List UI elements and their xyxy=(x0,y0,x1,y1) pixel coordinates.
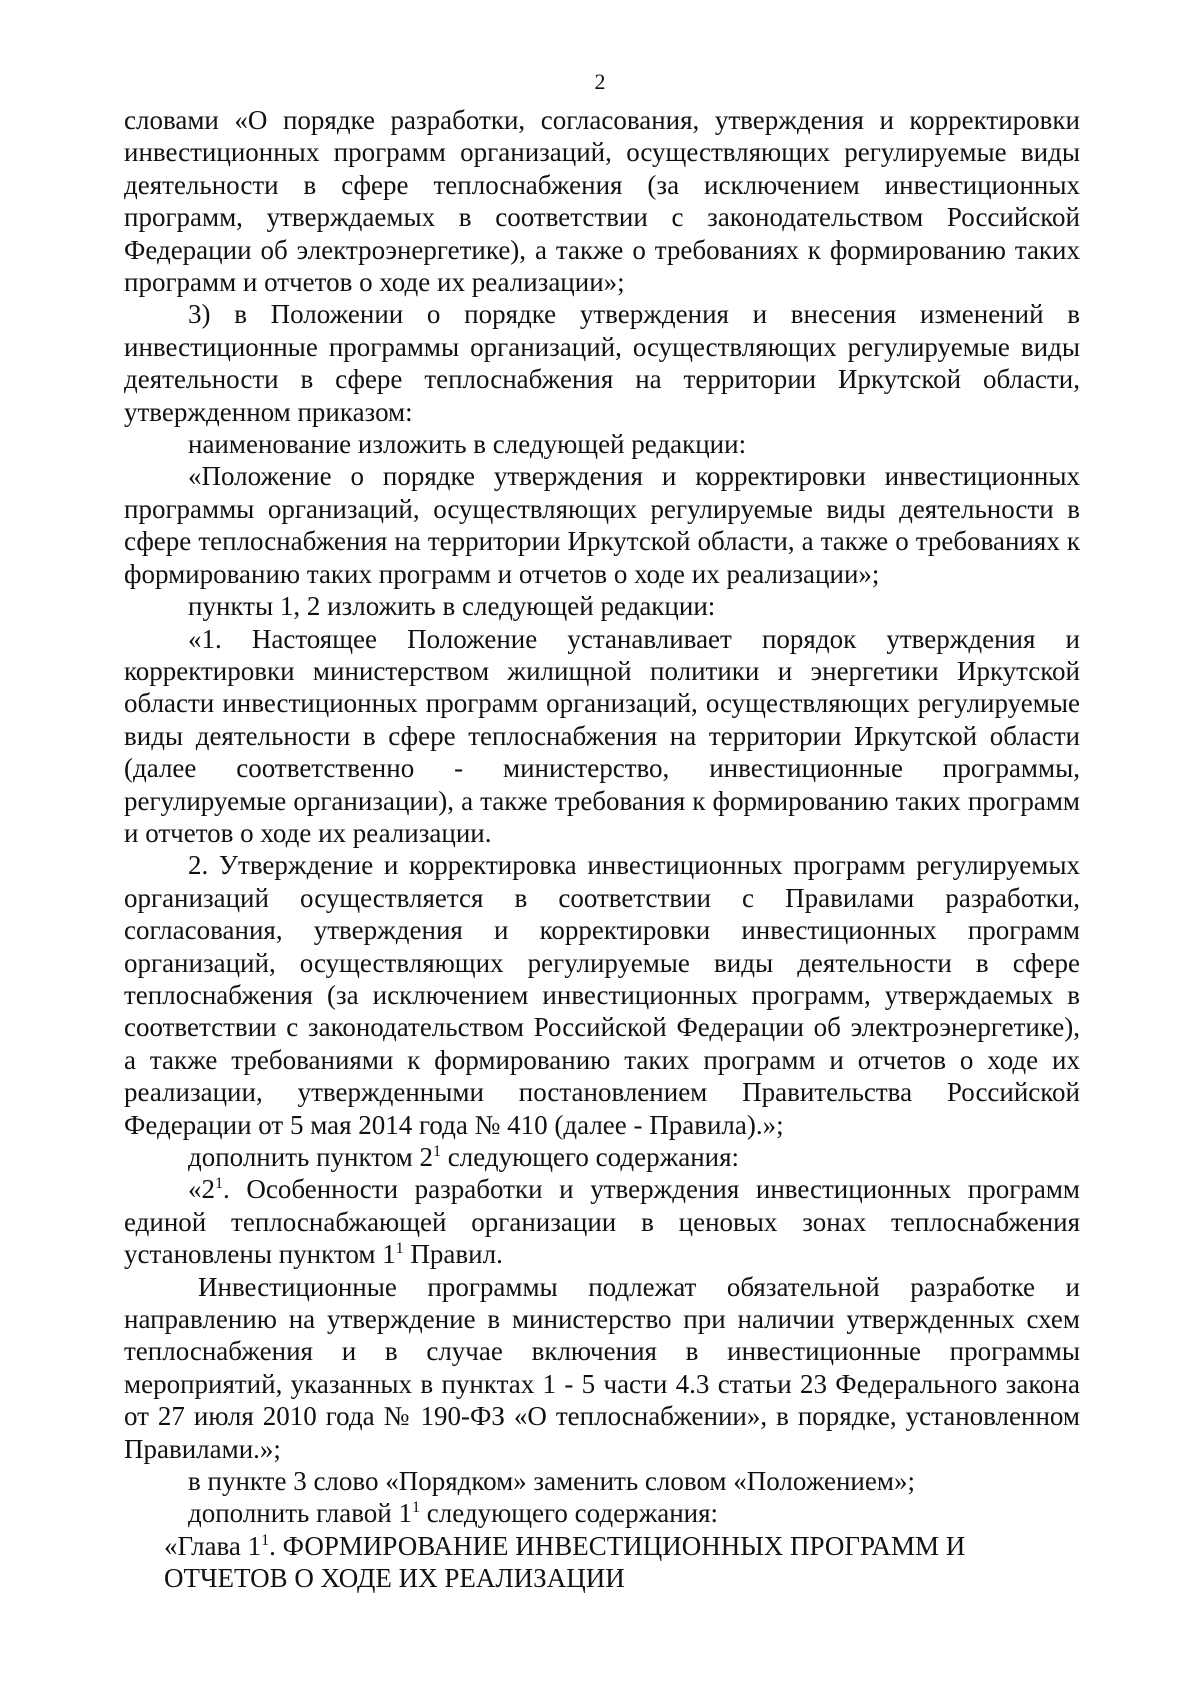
paragraph-9-superscript-2: 1 xyxy=(395,1240,404,1258)
paragraph-8-text-a: дополнить пунктом 2 xyxy=(188,1142,433,1172)
paragraph-4: «Положение о порядке утверждения и корректировки инвестиционных программы организаций, осуществляющих регулируемые виды деятельности в сфере теплоснабжения на территории Иркутской области, а также о требованиях к формированию таких программ и отчетов о ходе их реализации»; xyxy=(124,461,1080,589)
paragraph-9-text-a: «2 xyxy=(188,1174,215,1205)
paragraph-8 xyxy=(124,1141,1080,1173)
page-number: 2 xyxy=(594,69,606,94)
paragraph-12-text-a: дополнить главой 1 xyxy=(188,1498,412,1529)
paragraph-12 xyxy=(124,1497,1080,1529)
paragraph-2: 3) в Положении о порядке утверждения и внесения изменений в инвестиционные программы организаций, осуществляющих регулируемые виды деятельности в сфере теплоснабжения на территории Иркутской области, утвержденном приказом: xyxy=(124,299,1080,427)
chapter-heading-line-1 xyxy=(124,1530,1080,1562)
paragraph-11: в пункте 3 слово «Порядком» заменить словом «Положением»; xyxy=(188,1466,915,1497)
paragraph-7: 2. Утверждение и корректировка инвестиционных программ регулируемых организаций осуществляется в соответствии с Правилами разработки, согласования, утверждения и корректировки инвестиционных программ организаций, осуществляющих регулируемые виды деятельности в сфере теплоснабжения (за исключением инвестиционных программ, утверждаемых в соответствии с законодательством Российской Федерации об электроэнергетике), а также требованиями к формированию таких программ и отчетов о ходе их реализации, утвержденными постановлением Правительства Российской Федерации от 5 мая 2014 года № 410 (далее - Правила).»; xyxy=(124,850,1080,1140)
paragraph-8-text-b: следующего содержания: xyxy=(441,1142,740,1172)
paragraph-8-superscript: 1 xyxy=(433,1143,441,1160)
paragraph-1: словами «О порядке разработки, согласования, утверждения и корректировки инвестиционных программ организаций, осуществляющих регулируемые виды деятельности в сфере теплоснабжения (за исключением инвестиционных программ, утверждаемых в соответствии с законодательством Российской Федерации об электроэнергетике), а также о требованиях к формированию таких программ и отчетов о ходе их реализации»; xyxy=(124,105,1080,298)
chapter-heading-line-2: ОТЧЕТОВ О ХОДЕ ИХ РЕАЛИЗАЦИИ xyxy=(164,1563,625,1594)
paragraph-3: наименование изложить в следующей редакции: xyxy=(188,429,747,460)
paragraph-9-superscript: 1 xyxy=(215,1175,223,1193)
chapter-heading-superscript: 1 xyxy=(261,1531,270,1549)
paragraph-5: пункты 1, 2 изложить в следующей редакции: xyxy=(188,591,716,622)
paragraph-9-text-c: Правил. xyxy=(403,1239,503,1270)
paragraph-6: «1. Настоящее Положение устанавливает порядок утверждения и корректировки министерством жилищной политики и энергетики Иркутской области инвестиционных программ организаций, осуществляющих регулируемые виды деятельности в сфере теплоснабжения на территории Иркутской области (далее соответственно - министерство, инвестиционные программы, регулируемые организации), а также требования к формированию таких программ и отчетов о ходе их реализации. xyxy=(124,623,1080,848)
document-body xyxy=(124,104,1080,1595)
paragraph-10: Инвестиционные программы подлежат обязательной разработке и направлению на утверждение в министерство при наличии утвержденных схем теплоснабжения и в случае включения в инвестиционные программы мероприятий, указанных в пунктах 1 - 5 части 4.3 статьи 23 Федерального закона от 27 июля 2010 года № 190-ФЗ «О теплоснабжении», в порядке, установленном Правилами.»; xyxy=(124,1271,1080,1464)
paragraph-12-text-b: следующего содержания: xyxy=(420,1498,719,1529)
chapter-heading-text-a: «Глава 1 xyxy=(164,1530,262,1561)
paragraph-9 xyxy=(124,1173,1080,1270)
chapter-heading-text-b: . ФОРМИРОВАНИЕ ИНВЕСТИЦИОННЫХ ПРОГРАММ И xyxy=(269,1530,966,1561)
paragraph-12-superscript: 1 xyxy=(412,1499,420,1517)
paragraph-9-text-b: . Особенности разработки и утверждения инвестиционных программ единой теплоснабжающей организации в ценовых зонах теплоснабжения установлены пунктом 1 xyxy=(124,1174,1080,1270)
